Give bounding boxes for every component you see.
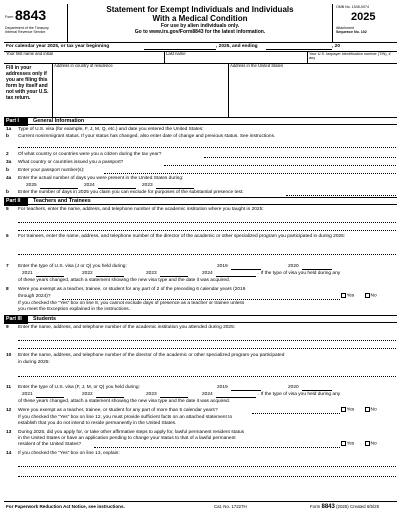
tin-label: Your U.S. taxpayer identification number (TIN), if any: [309, 52, 391, 61]
sequence-number: Sequence No. 102: [336, 30, 367, 34]
line-5-field-2[interactable]: [18, 230, 396, 231]
tax-year-end-field[interactable]: [266, 49, 332, 50]
part1-title: General Information: [33, 118, 85, 124]
student-visa-2023-field[interactable]: [160, 397, 188, 398]
year-label: 2023: [146, 271, 157, 276]
line-number: 3a: [6, 160, 12, 165]
line-number: 13: [6, 430, 12, 435]
line-number: 2: [6, 152, 9, 157]
form-number: 8843: [15, 7, 47, 23]
year-label: 2021: [22, 392, 33, 397]
visa-2022-field[interactable]: [96, 276, 124, 277]
year-2023: 2023: [142, 183, 153, 188]
line-8-text: Were you exempt as a teacher, trainee, or student for any part of 2 of the preceding 6 calendar years (2019: [18, 287, 246, 292]
country-of-residence-address-field[interactable]: [52, 63, 228, 117]
part3-tag: Part III: [4, 316, 28, 324]
year-label: 2019: [217, 264, 228, 269]
line-10-text-cont: in during 2025:: [18, 360, 50, 365]
cat-number: Cat. No. 17227H: [214, 504, 247, 509]
footer-form-id: [310, 504, 379, 511]
line-14-field[interactable]: [18, 466, 396, 467]
line-number: b: [6, 168, 9, 173]
line-7-text-cont: . If the type of visa you held during any: [258, 271, 341, 276]
footer-form-date: (2025) Created 6/5/25: [336, 504, 380, 509]
visa-2020-field[interactable]: [302, 269, 332, 270]
line-number: 11: [6, 385, 12, 390]
first-name-label: Your first name and initial: [6, 51, 53, 56]
visa-2021-field[interactable]: [36, 276, 64, 277]
last-name-field[interactable]: [164, 51, 307, 63]
calendar-ending-label: , 2025, and ending: [216, 44, 258, 49]
line-12-note-cont: establish that you do not intend to reside permanently in the United States.: [18, 421, 177, 426]
yes-label: Yes: [346, 407, 355, 413]
dept-treasury: Department of the Treasury: [5, 26, 49, 30]
no-label: No: [370, 441, 377, 447]
fill-in-addresses-note: Fill in your addresses only if you are filing this form by itself and not with your U.S. tax return.: [6, 65, 49, 101]
form-label: Form: [5, 15, 14, 19]
line-14-field-2[interactable]: [18, 476, 396, 477]
line-13-text: During 2025, did you apply for, or take other affirmative steps to apply for, lawful permanent resident status: [18, 430, 245, 435]
form-subtitle: For use by alien individuals only.: [160, 23, 240, 29]
year-2024: 2024: [84, 183, 95, 188]
part2-tag: Part II: [4, 198, 28, 206]
line-8-no-checkbox[interactable]: [364, 293, 377, 299]
line-11-text-cont2: of these years changed, attach a statement showing the new visa type and the date it was acquired.: [18, 399, 230, 404]
line-8-text-cont: through 2024)?: [18, 294, 51, 299]
last-name-label: Last name: [166, 51, 186, 56]
line-8-note: If you checked the “Yes” box on line 8, you cannot exclude days of presence as a teacher or trainee unless: [18, 301, 245, 306]
first-name-field[interactable]: [4, 51, 164, 63]
line-6-text: For trainees, enter the name, address, and telephone number of the director of the academic or other specialized program you participated in during 2025:: [18, 234, 346, 239]
line-number: 10: [6, 353, 12, 358]
country-address-label: Address in country of residence: [54, 63, 113, 68]
line-number: 8: [6, 287, 9, 292]
year-label: 2021: [22, 271, 33, 276]
days-2024-field[interactable]: [98, 188, 136, 189]
line-12-note: If you checked the “Yes” box on line 12, you must provide sufficient facts on an attached statement to: [18, 415, 233, 420]
line-6-field[interactable]: [18, 254, 396, 255]
leader-dots: [62, 299, 340, 300]
yes-label: Yes: [346, 441, 355, 447]
line-4b-text: Enter the number of days in 2025 you claim you can exclude for purposes of the substantial presence test:: [18, 190, 244, 195]
form-id-block: [4, 4, 68, 42]
line-11-text: Enter the type of U.S. visa (F, J, M, or Q) you held during:: [18, 385, 140, 390]
line-number: 9: [6, 325, 9, 330]
tin-field[interactable]: [307, 51, 397, 63]
year-label: 2019: [217, 385, 228, 390]
line-number: 5: [6, 207, 9, 212]
form-title-line2: With a Medical Condition: [152, 13, 248, 23]
footer-form-number: 8843: [321, 504, 335, 510]
line-7-text: Enter the type of U.S. visa (J or Q) you held during:: [18, 264, 127, 269]
attachment-label: Attachment: [336, 26, 355, 30]
yes-label: Yes: [346, 293, 355, 299]
student-visa-2020-field[interactable]: [302, 390, 332, 391]
form-8843-page: [4, 4, 397, 512]
line-14-text: If you checked the “Yes” box on line 13, explain:: [18, 451, 120, 456]
line-12-text: Were you exempt as a teacher, trainee, or student for any part of more than 5 calendar years?: [18, 408, 218, 413]
line-3a-text: What country or countries issued you a passport?: [18, 160, 124, 165]
line-12-yes-checkbox[interactable]: [340, 407, 354, 413]
line-7-text-cont2: of these years changed, attach a statement showing the new visa type and the date it was acquired.: [18, 278, 230, 283]
line-11-text-cont: . If the type of visa you held during any: [258, 392, 341, 397]
line-10-text: Enter the name, address, and telephone number of the director of the academic or other specialized program you participated: [18, 353, 285, 358]
part2-title: Teachers and Trainees: [33, 198, 91, 204]
line-13-yes-checkbox[interactable]: [340, 441, 354, 447]
line-number: 6: [6, 234, 9, 239]
year-label: 2024: [202, 392, 213, 397]
line-9-field-2[interactable]: [18, 348, 396, 349]
visa-2024-field[interactable]: [216, 276, 256, 277]
line-2-field[interactable]: [204, 157, 396, 158]
footer-form-label: Form: [310, 504, 321, 509]
line-8-yes-checkbox[interactable]: [340, 293, 354, 299]
visa-2023-field[interactable]: [160, 276, 188, 277]
line-12-no-checkbox[interactable]: [364, 407, 377, 413]
title-block: [68, 4, 332, 42]
tax-year: 2025: [351, 11, 376, 23]
line-5-field[interactable]: [18, 222, 396, 223]
calendar-year-label: For calendar year 2025, or tax year beginning: [6, 44, 110, 49]
student-visa-2024-field[interactable]: [216, 397, 256, 398]
line-13-text-cont: in the United States or have an application pending to change your status to that of a lawful permanent: [18, 436, 236, 441]
line-9-field[interactable]: [18, 340, 396, 341]
line-1b-text: Current nonimmigrant status. If your status has changed, also enter date of change and previous status. See instructions.: [18, 134, 276, 139]
line-number: b: [6, 190, 9, 195]
year-label: 2024: [202, 271, 213, 276]
visa-2019-field[interactable]: [231, 269, 261, 270]
year-label: 2022: [82, 271, 93, 276]
line-number: 12: [6, 408, 12, 413]
part1-tag: Part I: [4, 118, 28, 126]
line-5-text: For teachers, enter the name, address, and telephone number of the academic institution where you taught in 2025:: [18, 207, 264, 212]
student-visa-2022-field[interactable]: [96, 397, 124, 398]
calendar-year-suffix: , 20: [332, 44, 341, 49]
part2-header: [4, 197, 397, 205]
line-4b-field[interactable]: [286, 195, 396, 196]
part3-title: Students: [33, 316, 57, 322]
tax-year-begin-field[interactable]: [144, 49, 216, 50]
us-address-label: Address in the United States: [230, 63, 284, 68]
days-2023-field[interactable]: [156, 188, 194, 189]
student-visa-2019-field[interactable]: [231, 390, 261, 391]
student-visa-2021-field[interactable]: [36, 397, 64, 398]
line-9-text: Enter the name, address, and telephone number of the academic institution you attended during 2025:: [18, 325, 236, 330]
line-13-text-cont2: resident of the United States?: [18, 442, 82, 447]
form-title-line1: Statement for Exempt Individuals and Individuals: [106, 5, 294, 14]
line-4a-text: Enter the actual number of days you were present in the United States during:: [18, 176, 184, 181]
line-number: 7: [6, 264, 9, 269]
no-label: No: [370, 407, 377, 413]
irs-label: Internal Revenue Service: [5, 30, 46, 34]
days-2025-field[interactable]: [40, 188, 78, 189]
part3-header: [4, 315, 397, 323]
omb-number: OMB No. 1545-0074: [336, 5, 369, 9]
line-3b-field[interactable]: [104, 173, 396, 174]
line-8-note-cont: you meet the Exception explained in the instructions.: [18, 307, 130, 312]
line-number: b: [6, 134, 9, 139]
line-number: 1a: [6, 127, 12, 132]
line-3b-text: Enter your passport number(s):: [18, 168, 85, 173]
line-1a-text: Type of U.S. visa (for example, F, J, M, Q, etc.) and date you entered the United States:: [18, 127, 204, 132]
line-number: 14: [6, 451, 12, 456]
paperwork-notice: For Paperwork Reduction Act Notice, see instructions.: [6, 504, 125, 509]
line-1b-field[interactable]: [18, 147, 396, 148]
part1-header: [4, 117, 397, 125]
line-number: 4a: [6, 176, 12, 181]
form-url-line: Go to www.irs.gov/Form8843 for the latest information.: [134, 29, 266, 36]
leader-dots: [252, 413, 340, 414]
leader-dots: [94, 447, 340, 448]
year-label: 2020: [288, 385, 299, 390]
line-13-no-checkbox[interactable]: [364, 441, 377, 447]
omb-block: [332, 4, 397, 42]
year-2025: 2025: [26, 183, 37, 188]
year-label: 2020: [288, 264, 299, 269]
line-10-field[interactable]: [18, 376, 396, 377]
line-2-text: Of what country or countries were you a citizen during the tax year?: [18, 152, 162, 157]
year-label: 2023: [146, 392, 157, 397]
year-label: 2022: [82, 392, 93, 397]
line-3a-field[interactable]: [164, 165, 396, 166]
us-address-field[interactable]: [228, 63, 397, 117]
no-label: No: [370, 293, 377, 299]
